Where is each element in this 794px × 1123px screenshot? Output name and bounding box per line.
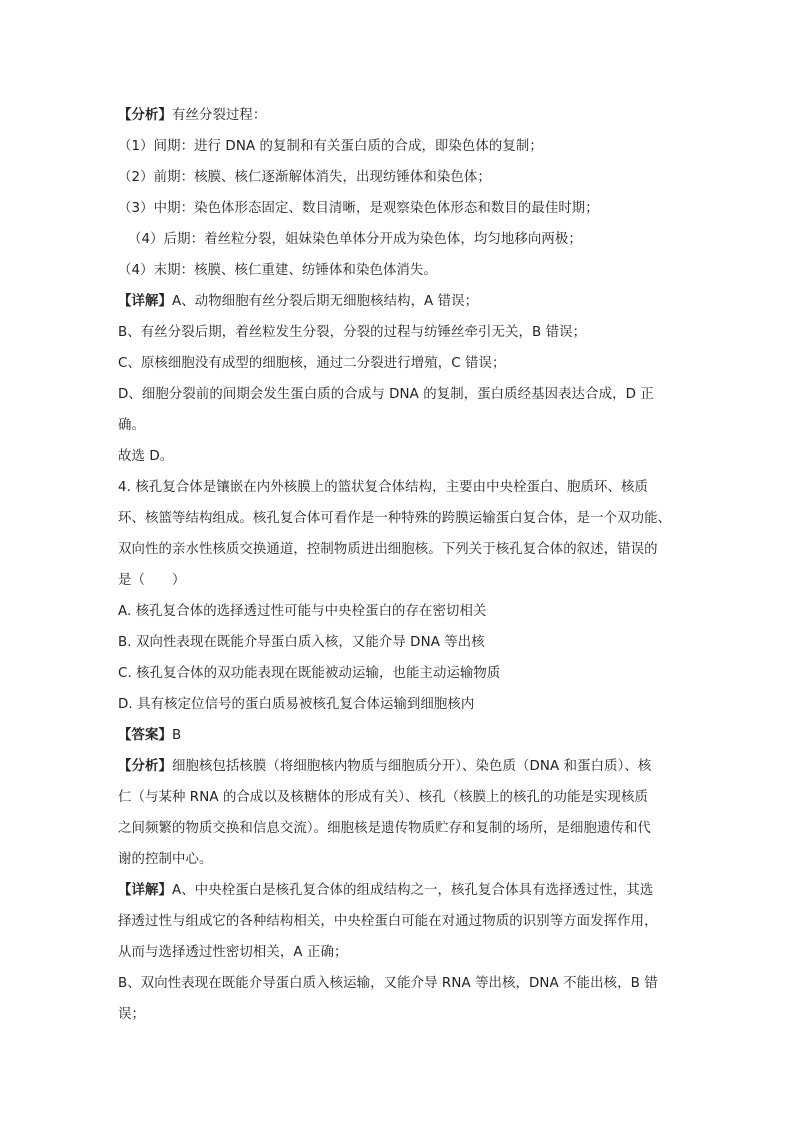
detail-tag: 【详解】 (118, 294, 172, 309)
detail2-line: 误； (118, 1007, 145, 1022)
detail2-line: 择透过性与组成它的各种结构相关，中央栓蛋白可能在对通过物质的识别等方面发挥作用， (118, 914, 658, 929)
option-d: D. 具有核定位信号的蛋白质易被核孔复合体运输到细胞核内 (118, 697, 475, 712)
analysis2-line (118, 751, 684, 782)
answer-line (118, 720, 684, 751)
question-stem-line: 是（ ） (118, 573, 186, 588)
mitosis-step: （4）后期：着丝粒分裂，姐妹染色单体分开成为染色体，均匀地移向两极； (128, 232, 582, 247)
option-b: B. 双向性表现在既能介导蛋白质入核，又能介导 DNA 等出核 (118, 635, 485, 650)
detail-line-a (118, 286, 684, 317)
answer-value: B (171, 728, 182, 743)
option-c: C. 核孔复合体的双功能表现在既能被动运输，也能主动运输物质 (118, 666, 501, 681)
detail-line-d-cont: 确。 (118, 418, 145, 433)
question-stem-line: 环、核篮等结构组成。核孔复合体可看作是一种特殊的跨膜运输蛋白复合体，是一个双功能、 (118, 511, 672, 526)
analysis-tag: 【分析】 (118, 108, 172, 123)
question-stem-line: 双向性的亲水性核质交换通道，控制物质进出细胞核。下列关于核孔复合体的叙述，错误的 (118, 542, 658, 557)
mitosis-step: （1）间期：进行 DNA 的复制和有关蛋白质的合成，即染色体的复制； (118, 139, 543, 154)
detail-text: A、动物细胞有丝分裂后期无细胞核结构，A 错误； (171, 294, 479, 309)
mitosis-step: （3）中期：染色体形态固定、数目清晰，是观察染色体形态和数目的最佳时期； (118, 201, 599, 216)
conclusion: 故选 D。 (118, 449, 174, 464)
analysis2-line: 仁（与某种 RNA 的合成以及核糖体的形成有关）、核孔（核膜上的核孔的功能是实现核质 (118, 790, 648, 805)
detail-line-d: D、细胞分裂前的间期会发生蛋白质的合成与 DNA 的复制，蛋白质经基因表达合成，D 正 (118, 387, 654, 402)
analysis2-line: 谢的控制中心。 (118, 852, 213, 867)
detail-line-c: C、原核细胞没有成型的细胞核，通过二分裂进行增殖，C 错误； (118, 356, 506, 371)
analysis-heading (118, 100, 684, 131)
detail2-line: 从而与选择透过性密切相关，A 正确； (118, 945, 348, 960)
analysis2-line: 之间频繁的物质交换和信息交流）。细胞核是遗传物质贮存和复制的场所，是细胞遗传和代 (118, 821, 651, 836)
answer-tag: 【答案】 (118, 728, 172, 743)
analysis-tag: 【分析】 (118, 759, 172, 774)
detail2-line: B、双向性表现在既能介导蛋白质入核运输，又能介导 RNA 等出核，DNA 不能出核，B 错 (118, 976, 658, 991)
document-page (118, 100, 684, 1030)
analysis-text: 细胞核包括核膜（将细胞核内物质与细胞质分开）、染色质（DNA 和蛋白质）、核 (171, 759, 652, 774)
detail-tag: 【详解】 (118, 883, 172, 898)
mitosis-step: （2）前期：核膜、核仁逐渐解体消失，出现纺锤体和染色体； (118, 170, 491, 185)
detail-line-b: B、有丝分裂后期，着丝粒发生分裂，分裂的过程与纺锤丝牵引无关，B 错误； (118, 325, 587, 340)
detail2-line (118, 875, 684, 906)
question-stem-line: 4. 核孔复合体是镶嵌在内外核膜上的篮状复合体结构，主要由中央栓蛋白、胞质环、核质 (118, 480, 648, 495)
option-a: A. 核孔复合体的选择透过性可能与中央栓蛋白的存在密切相关 (118, 604, 487, 619)
mitosis-step: （4）末期：核膜、核仁重建、纺锤体和染色体消失。 (118, 263, 437, 278)
detail-text: A、中央栓蛋白是核孔复合体的组成结构之一，核孔复合体具有选择透过性，其选 (171, 883, 654, 898)
analysis-title: 有丝分裂过程： (171, 108, 267, 123)
